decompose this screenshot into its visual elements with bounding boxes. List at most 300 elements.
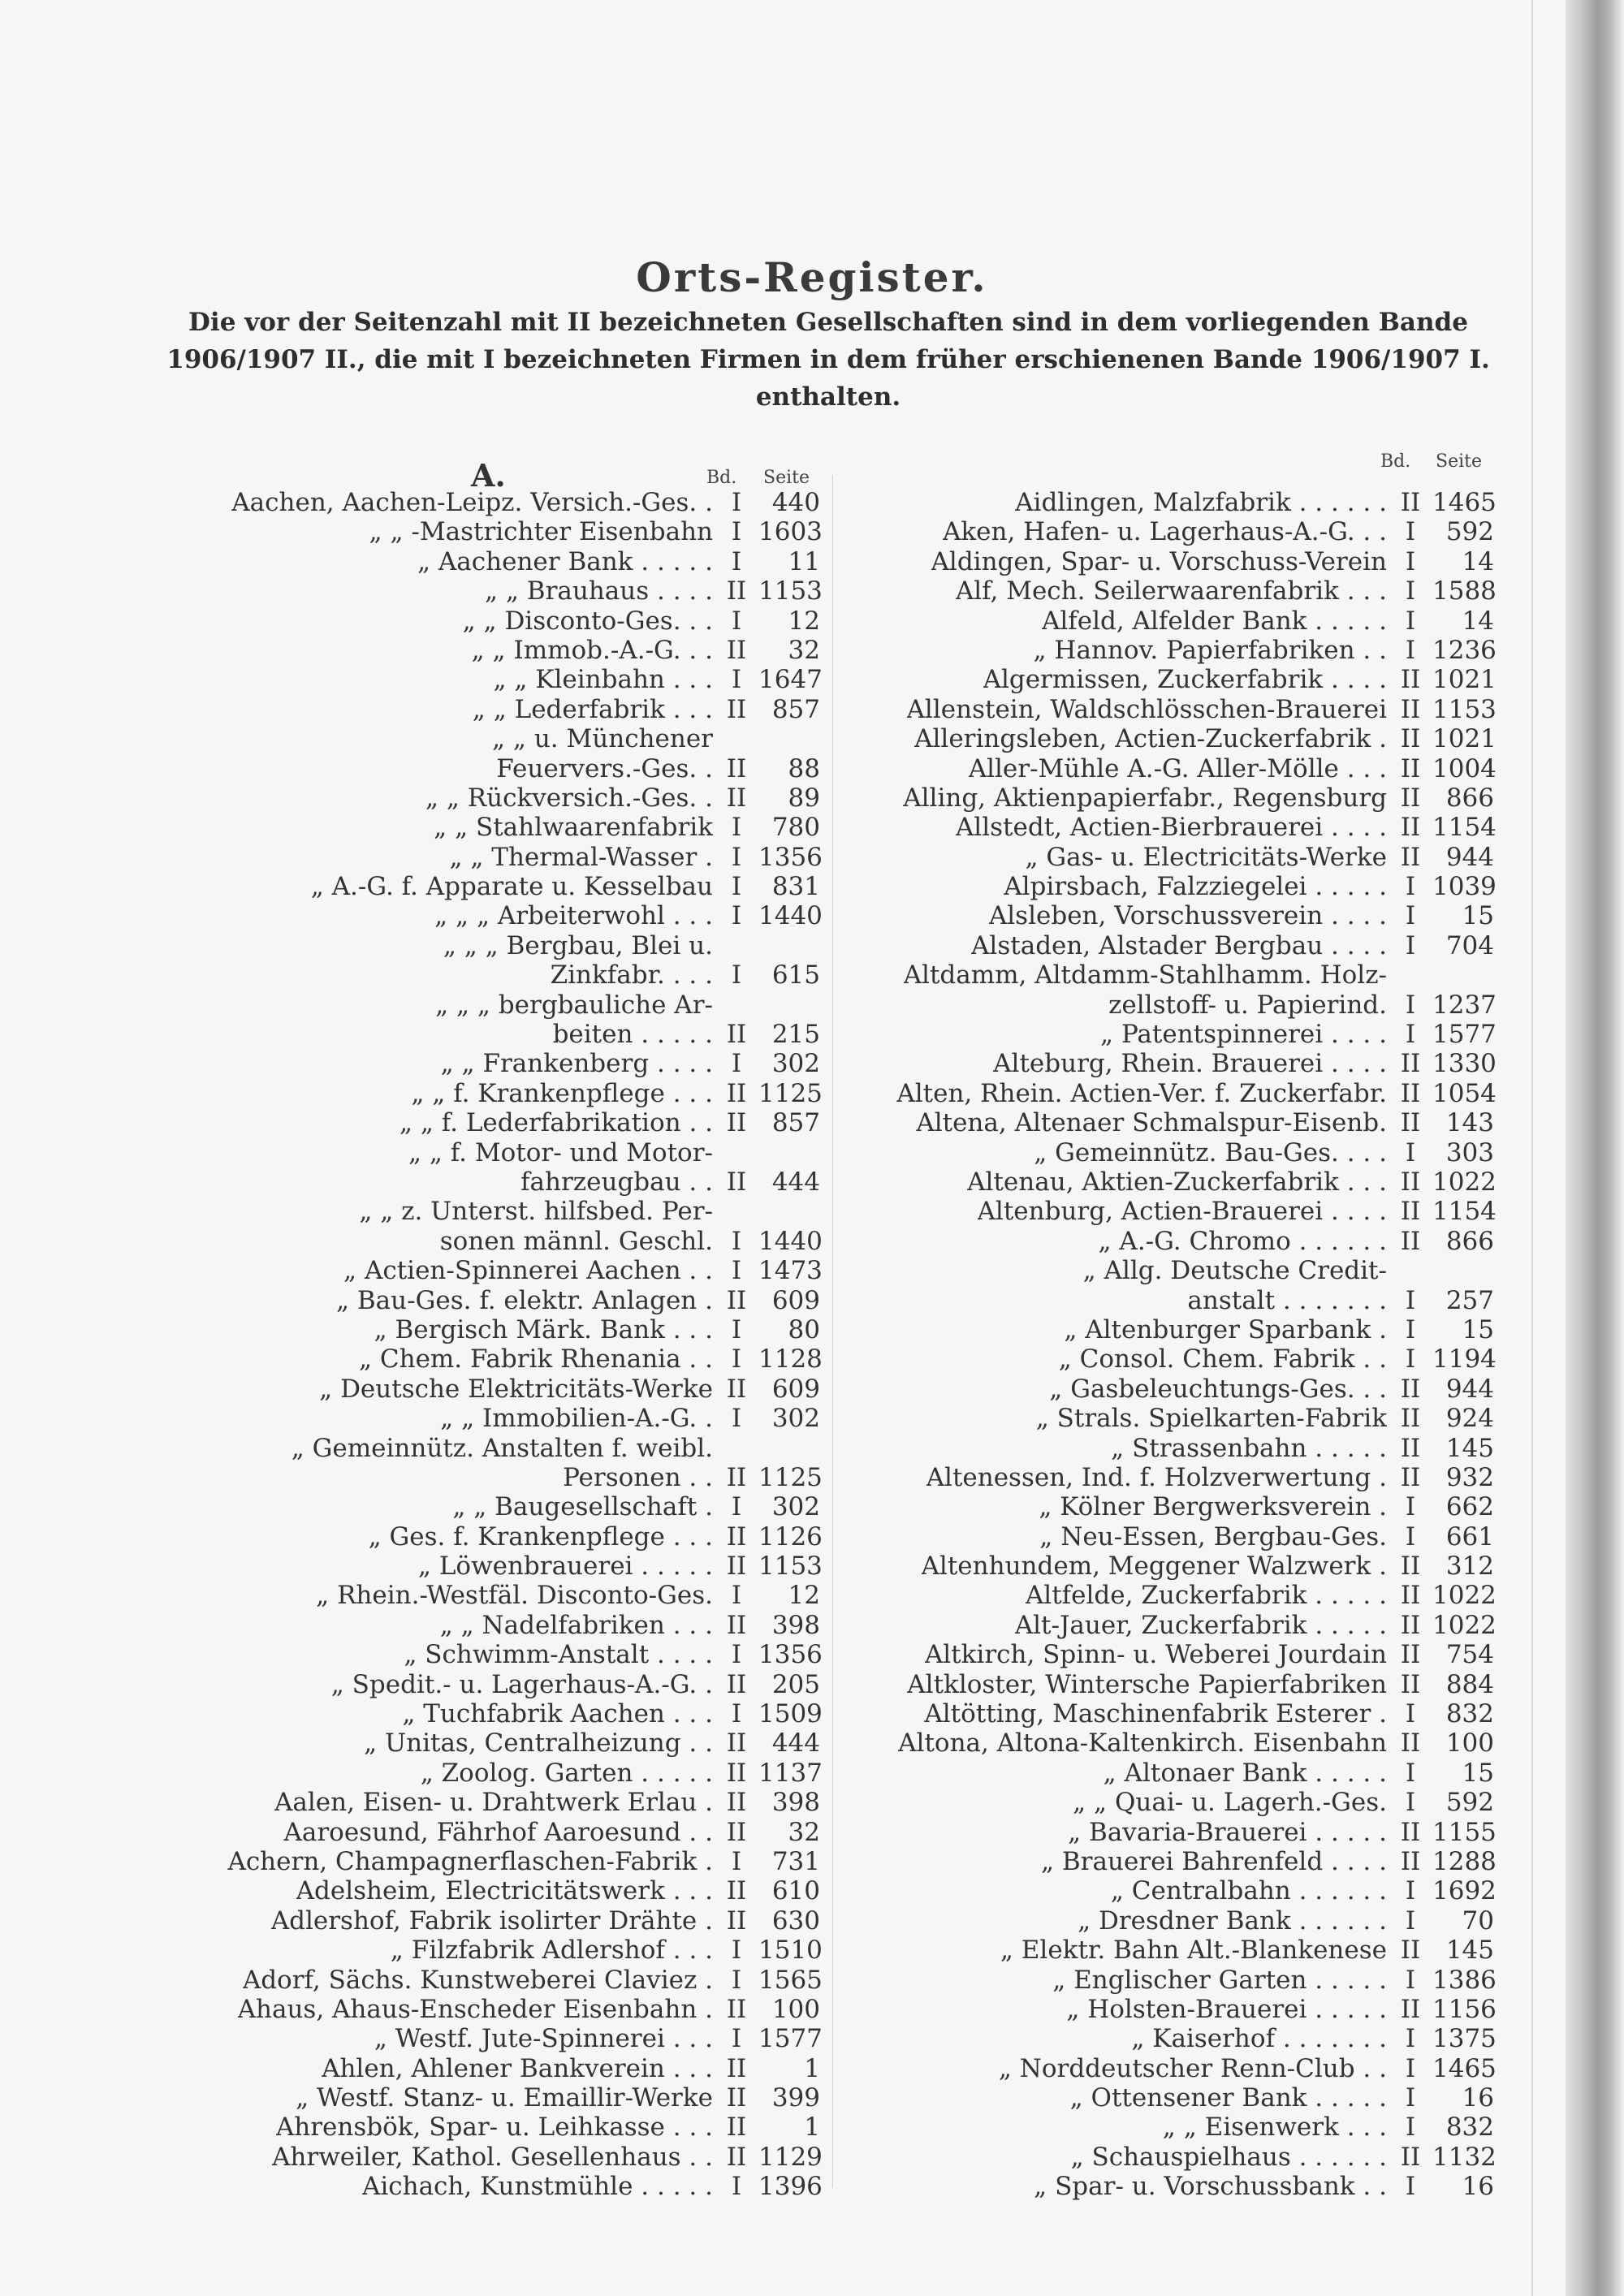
- entry-page: 32: [788, 1817, 820, 1847]
- left-entry: [162, 872, 820, 901]
- entry-volume: I: [1405, 1876, 1416, 1906]
- entry-volume: II: [726, 1020, 747, 1050]
- right-header-bd: Bd.: [1380, 451, 1411, 472]
- entry-page: 1125: [758, 1078, 823, 1108]
- right-entry: [840, 1699, 1494, 1728]
- entry-page: 1440: [758, 901, 823, 931]
- entry-page: 662: [1445, 1492, 1494, 1522]
- entry-name: Allstedt, Actien-Bierbrauerei . . . .: [955, 813, 1387, 843]
- entry-page: 1155: [1432, 1817, 1497, 1847]
- right-entry: [840, 1728, 1494, 1758]
- left-entry: [162, 1404, 820, 1433]
- entry-page: 1465: [1432, 488, 1497, 517]
- entry-volume: I: [731, 813, 742, 843]
- entry-name: „ „ Baugesellschaft .: [452, 1492, 713, 1522]
- left-entry: [162, 1906, 820, 1936]
- entry-page: 205: [771, 1669, 820, 1699]
- entry-name: „ Gasbeleuchtungs-Ges. . .: [1049, 1374, 1387, 1404]
- entry-page: 1396: [758, 2172, 823, 2202]
- entry-volume: I: [1405, 1521, 1416, 1552]
- right-entry: [840, 724, 1497, 754]
- entry-page: 80: [788, 1314, 820, 1344]
- entry-name: Alpirsbach, Falzziegelei . . . . .: [1004, 872, 1387, 902]
- entry-volume: II: [1400, 1404, 1421, 1434]
- book-page-edge: [1566, 0, 1624, 2296]
- entry-name: „ Bergisch Märk. Bank . . .: [374, 1314, 713, 1344]
- right-entry: [840, 1404, 1494, 1433]
- entry-page: 100: [1445, 1728, 1494, 1759]
- entry-page: 1137: [758, 1758, 823, 1788]
- entry-page: 1004: [1432, 753, 1497, 783]
- right-entry: [840, 1552, 1494, 1581]
- entry-name: Ahrweiler, Kathol. Gesellenhaus . .: [272, 2142, 713, 2172]
- entry-volume: I: [731, 2172, 742, 2202]
- entry-volume: II: [726, 694, 747, 724]
- entry-page: 1237: [1432, 990, 1497, 1020]
- right-entry: [840, 1876, 1497, 1906]
- right-entry: [840, 635, 1497, 665]
- entry-volume: II: [1400, 1640, 1421, 1670]
- entry-volume: II: [726, 1374, 747, 1404]
- entry-name: „ „ Disconto-Ges. . .: [462, 606, 713, 636]
- right-entry: [840, 606, 1494, 636]
- entry-page: 444: [771, 1728, 820, 1759]
- left-entry: [162, 931, 820, 960]
- entry-volume: II: [726, 1462, 747, 1492]
- entry-page: 444: [771, 1167, 820, 1197]
- page-title: Orts-Register.: [636, 253, 988, 301]
- entry-name: „ Brauerei Bahrenfeld . . . .: [1040, 1846, 1387, 1876]
- entry-name: sonen männl. Geschl.: [439, 1226, 713, 1256]
- entry-name: Feuervers.-Ges. .: [496, 753, 713, 783]
- entry-name: Adelsheim, Electricitätswerk . . .: [296, 1876, 713, 1906]
- left-entry: [162, 1344, 823, 1375]
- entry-page: 1054: [1432, 1078, 1497, 1108]
- entry-name: Adlershof, Fabrik isolirter Drähte .: [270, 1905, 713, 1936]
- entry-volume: II: [726, 1167, 747, 1197]
- entry-page: 1132: [1432, 2142, 1497, 2172]
- entry-page: 610: [771, 1876, 820, 1906]
- right-entry: [840, 2053, 1497, 2083]
- entry-page: 16: [1462, 2083, 1494, 2113]
- entry-page: 857: [771, 694, 820, 724]
- entry-page: 832: [1445, 1699, 1494, 1729]
- left-entry: [162, 1049, 820, 1078]
- column-divider: [832, 475, 833, 2188]
- entry-name: „ „ Thermal-Wasser .: [449, 842, 713, 872]
- entry-page: 1022: [1432, 1610, 1497, 1640]
- right-entry: [840, 1020, 1497, 1050]
- entry-page: 754: [1445, 1640, 1494, 1670]
- entry-page: 1375: [1432, 2024, 1497, 2054]
- entry-name: anstalt . . . . . . .: [1187, 1285, 1387, 1315]
- entry-page: 944: [1445, 1374, 1494, 1404]
- right-entry: [840, 872, 1497, 902]
- left-entry: [162, 1197, 820, 1226]
- right-entry: [840, 1463, 1494, 1492]
- left-entry: [162, 1728, 820, 1758]
- entry-volume: I: [1405, 1344, 1416, 1375]
- left-entry: [162, 1640, 823, 1670]
- entry-volume: I: [1405, 1020, 1416, 1050]
- entry-page: 100: [771, 1994, 820, 2024]
- right-entry: [840, 1227, 1494, 1256]
- entry-page: 14: [1462, 606, 1494, 636]
- left-entry: [162, 1788, 820, 1817]
- entry-name: „ Spar- u. Vorschussbank . .: [1034, 2172, 1387, 2202]
- entry-name: „ Dresdner Bank . . . . . .: [1078, 1905, 1387, 1936]
- entry-name: „ Consol. Chem. Fabrik . .: [1058, 1344, 1387, 1375]
- entry-volume: I: [731, 488, 742, 517]
- entry-page: 12: [788, 606, 820, 636]
- left-entry: [162, 2054, 820, 2083]
- entry-volume: I: [731, 1344, 742, 1375]
- right-entry: [840, 783, 1494, 813]
- entry-volume: I: [731, 2024, 742, 2054]
- entry-name: „ Hannov. Papierfabriken . .: [1033, 635, 1387, 665]
- entry-name: „ Gemeinnütz. Bau-Ges. . . .: [1034, 1137, 1387, 1167]
- entry-page: 1465: [1432, 2053, 1497, 2083]
- left-entry: [162, 1256, 823, 1286]
- entry-volume: II: [726, 1994, 747, 2024]
- entry-volume: II: [1400, 1197, 1421, 1227]
- entry-volume: I: [731, 960, 742, 990]
- entry-volume: II: [1400, 1846, 1421, 1876]
- entry-volume: II: [1400, 1374, 1421, 1404]
- entry-name: Altenhundem, Meggener Walzwerk .: [921, 1552, 1387, 1582]
- entry-name: „ „ Frankenberg . . . .: [440, 1049, 713, 1079]
- entry-volume: I: [1405, 546, 1416, 576]
- entry-volume: I: [1405, 1314, 1416, 1344]
- entry-name: Altkloster, Wintersche Papierfabriken: [907, 1669, 1387, 1699]
- entry-name: „ Elektr. Bahn Alt.-Blankenese: [1000, 1936, 1387, 1966]
- right-entry: [840, 1788, 1494, 1817]
- right-entry: [840, 843, 1494, 872]
- entry-volume: I: [731, 1936, 742, 1966]
- entry-volume: II: [726, 1669, 747, 1699]
- entry-page: 944: [1445, 842, 1494, 872]
- entry-name: „ A.-G. f. Apparate u. Kesselbau: [310, 872, 713, 902]
- left-entry: [162, 547, 820, 576]
- entry-volume: II: [1400, 1817, 1421, 1847]
- left-entry: [162, 2142, 823, 2172]
- entry-page: 1603: [758, 517, 823, 547]
- entry-volume: II: [1400, 1462, 1421, 1492]
- entry-page: 1: [804, 2113, 820, 2143]
- entry-name: „ „ Immob.-A.-G. . .: [471, 635, 713, 665]
- entry-name: „ Neu-Essen, Bergbau-Ges.: [1039, 1521, 1387, 1552]
- right-entry: [840, 2024, 1497, 2054]
- entry-volume: I: [1405, 576, 1416, 606]
- entry-page: 145: [1445, 1936, 1494, 1966]
- entry-page: 866: [1445, 1226, 1494, 1256]
- entry-volume: II: [726, 1876, 747, 1906]
- entry-page: 924: [1445, 1404, 1494, 1434]
- entry-volume: I: [1405, 1699, 1416, 1729]
- left-entry: [162, 695, 820, 724]
- entry-volume: I: [1405, 872, 1416, 902]
- right-entry: [840, 1492, 1494, 1521]
- left-entry: [162, 783, 820, 813]
- entry-volume: II: [726, 1078, 747, 1108]
- left-entry: [162, 1758, 823, 1788]
- entry-volume: I: [1405, 2053, 1416, 2083]
- left-entry: [162, 1167, 820, 1197]
- entry-name: „ Tuchfabrik Aachen . . .: [402, 1699, 713, 1729]
- entry-volume: II: [1400, 783, 1421, 813]
- left-entry: [162, 1611, 820, 1640]
- entry-page: 1129: [758, 2142, 823, 2172]
- entry-name: Allenstein, Waldschlösschen-Brauerei: [906, 694, 1387, 724]
- entry-name: „ Actien-Spinnerei Aachen . .: [343, 1256, 713, 1286]
- left-entry: [162, 813, 820, 842]
- entry-name: „ Gas- u. Electricitäts-Werke: [1025, 842, 1387, 872]
- entry-page: 1156: [1432, 1994, 1497, 2024]
- entry-page: 1647: [758, 665, 823, 695]
- entry-page: 143: [1445, 1108, 1494, 1138]
- entry-volume: II: [1400, 813, 1421, 843]
- entry-name: Aller-Mühle A.-G. Aller-Mölle . . .: [968, 753, 1387, 783]
- left-entry: [162, 1108, 820, 1137]
- entry-page: 1022: [1432, 1167, 1497, 1197]
- entry-page: 32: [788, 635, 820, 665]
- left-entry: [162, 517, 823, 547]
- entry-name: Alling, Aktienpapierfabr., Regensburg: [903, 783, 1387, 813]
- entry-name: „ Ottensener Bank . . . . .: [1069, 2083, 1387, 2113]
- entry-volume: II: [1400, 842, 1421, 872]
- entry-name: Aken, Hafen- u. Lagerhaus-A.-G. . .: [942, 517, 1387, 547]
- entry-page: 592: [1445, 517, 1494, 547]
- left-header-seite: Seite: [763, 468, 810, 488]
- entry-page: 440: [771, 488, 820, 517]
- entry-name: Alf, Mech. Seilerwaarenfabrik . . .: [955, 576, 1387, 606]
- entry-name: Algermissen, Zuckerfabrik . . . .: [983, 665, 1387, 695]
- entry-name: „ Strals. Spielkarten-Fabrik: [1035, 1404, 1387, 1434]
- left-entry: [162, 1699, 823, 1729]
- entry-volume: I: [731, 1846, 742, 1876]
- entry-name: „ „ f. Motor- und Motor-: [408, 1137, 713, 1167]
- left-entry: [162, 606, 820, 636]
- entry-volume: I: [731, 1492, 742, 1522]
- entry-volume: II: [726, 2142, 747, 2172]
- entry-volume: II: [1400, 2142, 1421, 2172]
- entry-page: 215: [771, 1020, 820, 1050]
- entry-page: 857: [771, 1108, 820, 1138]
- entry-name: „ „ Rückversich.-Ges. .: [425, 783, 713, 813]
- right-entry: [840, 1581, 1497, 1611]
- entry-name: „ Kaiserhof . . . . . . .: [1131, 2024, 1387, 2054]
- left-entry: [162, 1581, 820, 1610]
- entry-volume: I: [1405, 517, 1416, 547]
- right-entry: [840, 960, 1494, 990]
- right-entry: [840, 1670, 1494, 1699]
- entry-name: „ „ Quai- u. Lagerh.-Ges.: [1073, 1788, 1387, 1818]
- right-entry: [840, 1375, 1494, 1404]
- entry-volume: II: [726, 1285, 747, 1315]
- entry-page: 1236: [1432, 635, 1497, 665]
- entry-volume: II: [726, 1788, 747, 1818]
- entry-volume: II: [726, 635, 747, 665]
- left-entry: [162, 2172, 823, 2202]
- entry-page: 630: [771, 1905, 820, 1936]
- left-entry: [162, 1434, 820, 1463]
- entry-name: „ Patentspinnerei . . . .: [1100, 1020, 1387, 1050]
- entry-name: „ Löwenbrauerei . . . . .: [417, 1552, 713, 1582]
- entry-page: 1692: [1432, 1876, 1497, 1906]
- entry-name: Altkirch, Spinn- u. Weberei Jourdain: [924, 1640, 1387, 1670]
- entry-volume: II: [1400, 1581, 1421, 1611]
- entry-page: 1330: [1432, 1049, 1497, 1079]
- entry-name: zellstoff- u. Papierind.: [1108, 990, 1387, 1020]
- left-entry: [162, 1521, 823, 1552]
- entry-volume: I: [731, 1226, 742, 1256]
- entry-volume: I: [731, 517, 742, 547]
- entry-name: fahrzeugbau . .: [520, 1167, 713, 1197]
- entry-name: „ „ Immobilien-A.-G. .: [440, 1404, 713, 1434]
- entry-volume: I: [731, 842, 742, 872]
- right-entry: [840, 665, 1497, 695]
- entry-name: Aachen, Aachen-Leipz. Versich.-Ges. .: [231, 488, 713, 517]
- entry-volume: I: [1405, 635, 1416, 665]
- right-entry: [840, 576, 1497, 606]
- right-entry: [840, 1256, 1494, 1285]
- entry-volume: I: [1405, 2172, 1416, 2202]
- entry-name: „ A.-G. Chromo . . . . . .: [1098, 1226, 1387, 1256]
- entry-name: „ „ „ Bergbau, Blei u.: [443, 930, 713, 960]
- entry-page: 303: [1445, 1137, 1494, 1167]
- entry-page: 1153: [758, 1552, 823, 1582]
- left-entry: [162, 724, 820, 753]
- entry-volume: I: [731, 901, 742, 931]
- left-entry: [162, 636, 820, 665]
- entry-name: „ „ „ bergbauliche Ar-: [435, 990, 713, 1020]
- entry-page: 1021: [1432, 665, 1497, 695]
- entry-volume: II: [726, 1521, 747, 1552]
- left-entry: [162, 1670, 820, 1699]
- entry-volume: II: [726, 1728, 747, 1759]
- left-entry: [162, 2024, 823, 2054]
- left-entry: [162, 1286, 820, 1315]
- entry-volume: I: [1405, 606, 1416, 636]
- entry-volume: I: [731, 606, 742, 636]
- entry-page: 609: [771, 1374, 820, 1404]
- entry-page: 1154: [1432, 1197, 1497, 1227]
- right-entry: [840, 901, 1494, 930]
- entry-volume: II: [726, 1108, 747, 1138]
- left-header-bd: Bd.: [706, 468, 737, 488]
- entry-name: „ Allg. Deutsche Credit-: [1082, 1256, 1387, 1286]
- entry-page: 1473: [758, 1256, 823, 1286]
- entry-page: 1588: [1432, 576, 1497, 606]
- right-entry: [840, 1759, 1494, 1788]
- entry-page: 932: [1445, 1462, 1494, 1492]
- entry-page: 731: [771, 1846, 820, 1876]
- entry-page: 1440: [758, 1226, 823, 1256]
- entry-page: 1577: [1432, 1020, 1497, 1050]
- entry-page: 15: [1462, 1314, 1494, 1344]
- entry-volume: I: [1405, 2024, 1416, 2054]
- left-entry: [162, 1965, 823, 1995]
- right-entry: [840, 1286, 1494, 1315]
- entry-page: 70: [1462, 1905, 1494, 1936]
- right-entry: [840, 694, 1497, 724]
- right-entry: [840, 813, 1497, 843]
- entry-name: Altenessen, Ind. f. Holzverwertung .: [926, 1462, 1387, 1492]
- left-entry: [162, 1552, 823, 1582]
- entry-volume: II: [1400, 724, 1421, 754]
- entry-name: „ Schauspielhaus . . . . . .: [1070, 2142, 1387, 2172]
- right-entry: [840, 1936, 1494, 1965]
- entry-volume: II: [1400, 1552, 1421, 1582]
- entry-name: „ Altenburger Sparbank .: [1064, 1314, 1387, 1344]
- left-entry: [162, 960, 820, 990]
- entry-volume: II: [1400, 665, 1421, 695]
- entry-name: „ „ u. Münchener: [492, 724, 713, 754]
- entry-page: 704: [1445, 930, 1494, 960]
- entry-name: „ Spedit.- u. Lagerhaus-A.-G. .: [330, 1669, 713, 1699]
- entry-name: „ Chem. Fabrik Rhenania . .: [358, 1344, 713, 1375]
- entry-name: „ Aachener Bank . . . . .: [417, 546, 713, 576]
- right-entry: [840, 1434, 1494, 1463]
- entry-volume: I: [1405, 1905, 1416, 1936]
- entry-name: „ Holsten-Brauerei . . . . .: [1066, 1994, 1387, 2024]
- entry-volume: II: [1400, 488, 1421, 517]
- entry-volume: II: [1400, 1433, 1421, 1463]
- right-entry: [840, 931, 1494, 960]
- right-entry: [840, 1078, 1497, 1108]
- entry-page: 15: [1462, 1758, 1494, 1788]
- page-edge-line: [1531, 0, 1533, 2296]
- right-entry: [840, 1610, 1497, 1640]
- right-entry: [840, 1522, 1494, 1552]
- entry-page: 302: [771, 1404, 820, 1434]
- left-entry: [162, 1138, 820, 1167]
- entry-name: „ „ -Mastrichter Eisenbahn: [369, 517, 713, 547]
- left-entry: [162, 1995, 820, 2024]
- entry-name: Aaroesund, Fährhof Aaroesund . .: [283, 1817, 713, 1847]
- entry-name: Altena, Altenaer Schmalspur-Eisenb.: [916, 1108, 1387, 1138]
- entry-name: Aldingen, Spar- u. Vorschuss-Verein: [931, 546, 1387, 576]
- entry-volume: I: [1405, 1137, 1416, 1167]
- entry-name: Alt-Jauer, Zuckerfabrik . . . . .: [1014, 1610, 1387, 1640]
- left-entry: [162, 2113, 820, 2142]
- right-entry: [840, 1640, 1494, 1669]
- entry-name: „ Kölner Bergwerksverein .: [1039, 1492, 1387, 1522]
- left-entry: [162, 488, 820, 517]
- entry-volume: I: [731, 872, 742, 902]
- entry-name: Alfeld, Alfelder Bank . . . . .: [1041, 606, 1387, 636]
- left-entry: [162, 1315, 820, 1344]
- entry-volume: II: [1400, 1728, 1421, 1759]
- entry-volume: I: [731, 546, 742, 576]
- entry-name: Ahaus, Ahaus-Enscheder Eisenbahn .: [237, 1994, 713, 2024]
- entry-volume: I: [731, 1581, 742, 1611]
- entry-name: Alten, Rhein. Actien-Ver. f. Zuckerfabr.: [896, 1078, 1387, 1108]
- entry-page: 1565: [758, 1965, 823, 1995]
- left-entry: [162, 1462, 823, 1492]
- left-entry: [162, 1226, 823, 1256]
- entry-page: 14: [1462, 546, 1494, 576]
- entry-page: 398: [771, 1610, 820, 1640]
- right-entry: [840, 1315, 1494, 1344]
- entry-name: Adorf, Sächs. Kunstweberei Claviez .: [242, 1965, 713, 1995]
- entry-page: 88: [788, 753, 820, 783]
- entry-volume: II: [1400, 1226, 1421, 1256]
- entry-name: „ Filzfabrik Adlershof . . .: [390, 1936, 713, 1966]
- entry-name: „ „ Stahlwaarenfabrik: [434, 813, 713, 843]
- entry-page: 11: [788, 546, 820, 576]
- entry-volume: I: [1405, 1758, 1416, 1788]
